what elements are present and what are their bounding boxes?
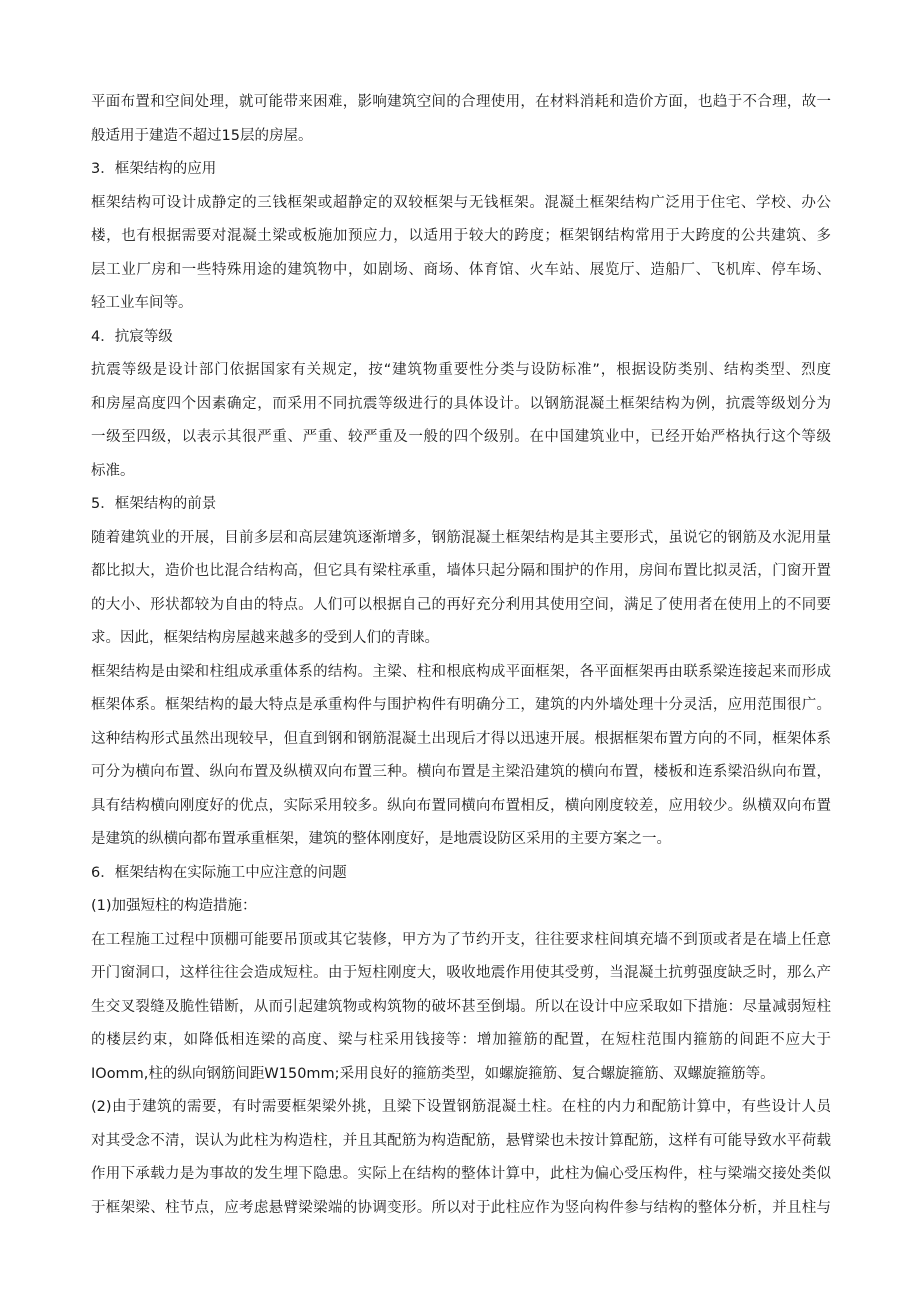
text-line: 轻工业车间等。 [91, 295, 193, 311]
section-heading: 3．框架结构的应用 [91, 161, 217, 177]
text-line: 求。因此，框架结构房屋越来越多的受到人们的青睐。 [91, 630, 439, 646]
text-line: 这种结构形式虽然出现较早，但直到钢和钢筋混凝土出现后才得以迅速开展。根据框架布置方向的不同，框架体系 [91, 731, 831, 747]
text-line: 标准。 [91, 463, 135, 479]
text-line: IOomm,柱的纵向钢筋间距W150mm;采用良好的箍筋类型，如螺旋箍筋、复合螺旋箍筋、双螺旋箍筋等。 [91, 1066, 775, 1082]
text-line: 作用下承载力是为事故的发生埋下隐患。实际上在结构的整体计算中，此柱为偏心受压构件，柱与梁端交接处类似 [91, 1166, 831, 1182]
text-line: 是建筑的纵横向都布置承重框架，建筑的整体刚度好，是地震设防区采用的主要方案之一。 [91, 831, 671, 847]
text-line: 框架体系。框架结构的最大特点是承重构件与围护构件有明确分工，建筑的内外墙处理十分灵活，应用范围很广。 [91, 697, 831, 713]
text-line: 的大小、形状都较为自由的特点。人们可以根据自己的再好充分利用其使用空间，满足了使用者在使用上的不同要 [91, 597, 831, 613]
text-line: 框架结构是由梁和柱组成承重体系的结构。主梁、柱和根底构成平面框架，各平面框架再由联系梁连接起来而形成 [91, 664, 831, 680]
text-line: 层工业厂房和一些特殊用途的建筑物中，如剧场、商场、体育馆、火车站、展览厅、造船厂、飞机库、停车场、 [91, 262, 831, 278]
text-line: 都比拟大，造价也比混合结构高，但它具有梁柱承重，墙体只起分隔和围护的作用，房间布置比拟灵活，门窗开置 [91, 563, 831, 579]
text-line: 具有结构横向刚度好的优点，实际采用较多。纵向布置同横向布置相反，横向刚度较差，应用较少。纵横双向布置 [91, 798, 831, 814]
section-heading: 5．框架结构的前景 [91, 496, 217, 512]
text-line: 随着建筑业的开展，目前多层和高层建筑逐渐增多，钢筋混凝土框架结构是其主要形式，虽说它的钢筋及水泥用量 [91, 530, 831, 546]
text-line: 抗震等级是设计部门依据国家有关规定，按“建筑物重要性分类与设防标准”，根据设防类别、结构类型、烈度 [91, 362, 831, 378]
text-line: 开门窗洞口，这样往往会造成短柱。由于短柱刚度大，吸收地震作用使其受剪，当混凝土抗剪强度缺乏时，那么产 [91, 965, 831, 981]
text-line: 的楼层约束，如降低相连梁的高度、梁与柱采用钱接等：增加箍筋的配置，在短柱范围内箍筋的间距不应大于 [91, 1032, 831, 1048]
section-heading: 6．框架结构在实际施工中应注意的问题 [91, 865, 347, 881]
text-line: 于框架梁、柱节点，应考虑悬臂梁梁端的协调变形。所以对于此柱应作为竖向构件参与结构的整体分析，并且柱与 [91, 1200, 831, 1216]
text-line: 般适用于建造不超过15层的房屋。 [91, 128, 313, 144]
text-line: 和房屋高度四个因素确定，而采用不同抗震等级进行的具体设计。以钢筋混凝土框架结构为例，抗震等级划分为 [91, 396, 831, 412]
text-line: 可分为横向布置、纵向布置及纵横双向布置三种。横向布置是主梁沿建筑的横向布置，楼板和连系梁沿纵向布置， [91, 764, 831, 780]
subsection-heading: (1)加强短柱的构造措施： [91, 898, 257, 914]
text-line: 平面布置和空间处理，就可能带来困难，影响建筑空间的合理使用，在材料消耗和造价方面，也趋于不合理，故一 [91, 94, 831, 110]
text-line: 框架结构可设计成静定的三钱框架或超静定的双较框架与无钱框架。混凝土框架结构广泛用于住宅、学校、办公 [91, 195, 831, 211]
text-line: 在工程施工过程中顶棚可能要吊顶或其它装修，甲方为了节约开支，往往要求柱间填充墙不到顶或者是在墙上任意 [91, 932, 831, 948]
text-line: 对其受念不清，误认为此柱为构造柱，并且其配筋为构造配筋，悬臂梁也未按计算配筋，这样有可能导致水平荷载 [91, 1133, 831, 1149]
text-line: 生交叉裂缝及脆性错断，从而引起建筑物或构筑物的破坏甚至倒塌。所以在设计中应采取如下措施：尽量减弱短柱 [91, 999, 831, 1015]
text-line: (2)由于建筑的需要，有时需要框架梁外挑，且梁下设置钢筋混凝土柱。在柱的内力和配筋计算中，有些设计人员 [91, 1099, 831, 1115]
text-line: 楼，也有根据需要对混凝土梁或板施加预应力，以适用于较大的跨度；框架钢结构常用于大跨度的公共建筑、多 [91, 228, 831, 244]
section-heading: 4．抗宸等级 [91, 329, 173, 345]
text-line: 一级至四级，以表示其很严重、严重、较严重及一般的四个级别。在中国建筑业中，已经开始严格执行这个等级 [91, 429, 831, 445]
